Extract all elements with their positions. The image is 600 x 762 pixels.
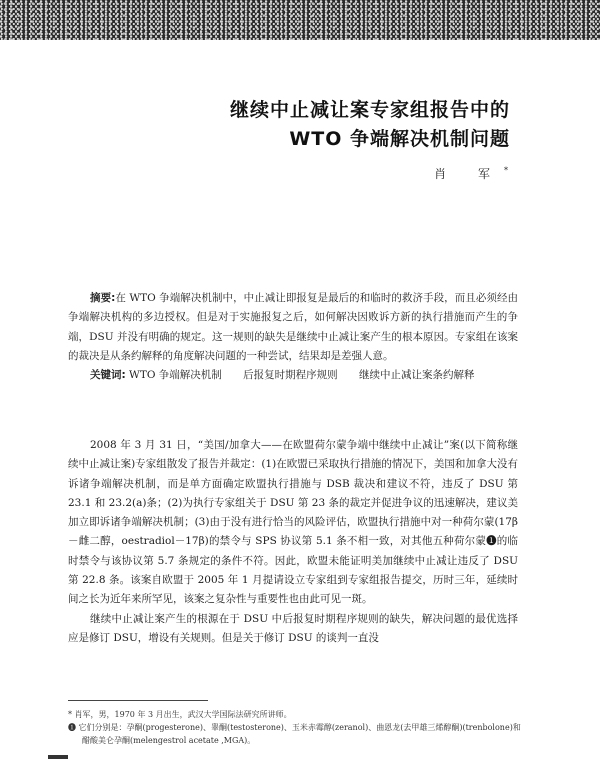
abstract [68, 289, 518, 366]
keyword-item: 后报复时期程序规则 [243, 369, 338, 381]
footnote-hormones: ❶ 它们分别是：孕酮(progesterone)、睾酮(testosterone)、玉米赤霉醇(zeranol)、曲恩龙(去甲雄三烯醇酮)(trenbolone)和醋酸美仑孕酮(melengestrol acetate ,MGA)。 [68, 723, 521, 745]
body-paragraph-2: 继续中止减让案产生的根源在于 DSU 中后报复时期程序规则的缺失，解决问题的最优选择应是修订 DSU，增设有关规则。但是关于修订 DSU 的谈判一直没 [68, 612, 518, 644]
keyword-item: WTO 争端解决机制 [129, 369, 222, 381]
article-title-line2: WTO 争端解决机制问题 [289, 128, 510, 150]
footnote-divider [68, 700, 208, 701]
page-edge-mark [48, 755, 68, 759]
abstract-text: 在 WTO 争端解决机制中，中止减让即报复是最后的和临时的救济手段，而且必须经由争端解决机构的多边授权。但是对于实施报复之后，如何解决因败诉方新的执行措施而产生的争端，DSU 并没有明确的规定。这一规则的缺失是继续中止减让案产生的根本原因。专家组在该案的裁决是从条约解释的角度解决问题的一种尝试，结果却是差强人意。 [68, 292, 519, 362]
footnotes [68, 708, 528, 747]
keywords-label: 关键词: [90, 369, 126, 381]
article-body [68, 436, 518, 648]
keyword-item: 继续中止减让案条约解释 [358, 369, 475, 381]
body-paragraph-1: 2008 年 3 月 31 日，“美国/加拿大——在欧盟荷尔蒙争端中继续中止减让”案(以下简称继续中止减让案)专家组散发了报告并裁定：(1)在欧盟已采取执行措施的情况下，美国和加拿大没有诉诸争端解决机制，而是单方面确定欧盟执行措施与 DSB 裁决和建议不符，违反了 DSU 第 23.1 和 23.2(a)条；(2)为执行专家组关于 DSU 第 23 条的裁定并促进争议的迅速解决，建议美加立即诉诸争端解决机制；(3)由于没有进行恰当的风险评估，欧盟执行措施中对一种荷尔蒙(17β－雌二醇，oestradiol－17β)的禁令与 SPS 协议第 5.1 条不相一致，对其他五种荷尔蒙❶的临时禁令与该协议第 5.7 条规定的条件不符。因此，欧盟未能证明美加继续中止减让违反了 DSU 第 22.8 条。该案自欧盟于 2005 年 1 月提请设立专家组到专家组报告提交，历时三年，延续时间之长为近年来所罕见，该案之复杂性与重要性也由此可见一斑。 [68, 439, 518, 606]
author-footnote-mark: * [504, 166, 508, 175]
abstract-label: 摘要: [90, 292, 116, 304]
article-title-line1: 继续中止减让案专家组报告中的 [229, 99, 510, 121]
author-name [434, 165, 508, 182]
author-name-text: 肖 军 [434, 167, 504, 181]
keywords [68, 366, 518, 385]
footnote-author: * 肖军，男，1970 年 3 月出生，武汉大学国际法研究所讲师。 [68, 710, 292, 719]
scanned-header-band [0, 0, 600, 40]
